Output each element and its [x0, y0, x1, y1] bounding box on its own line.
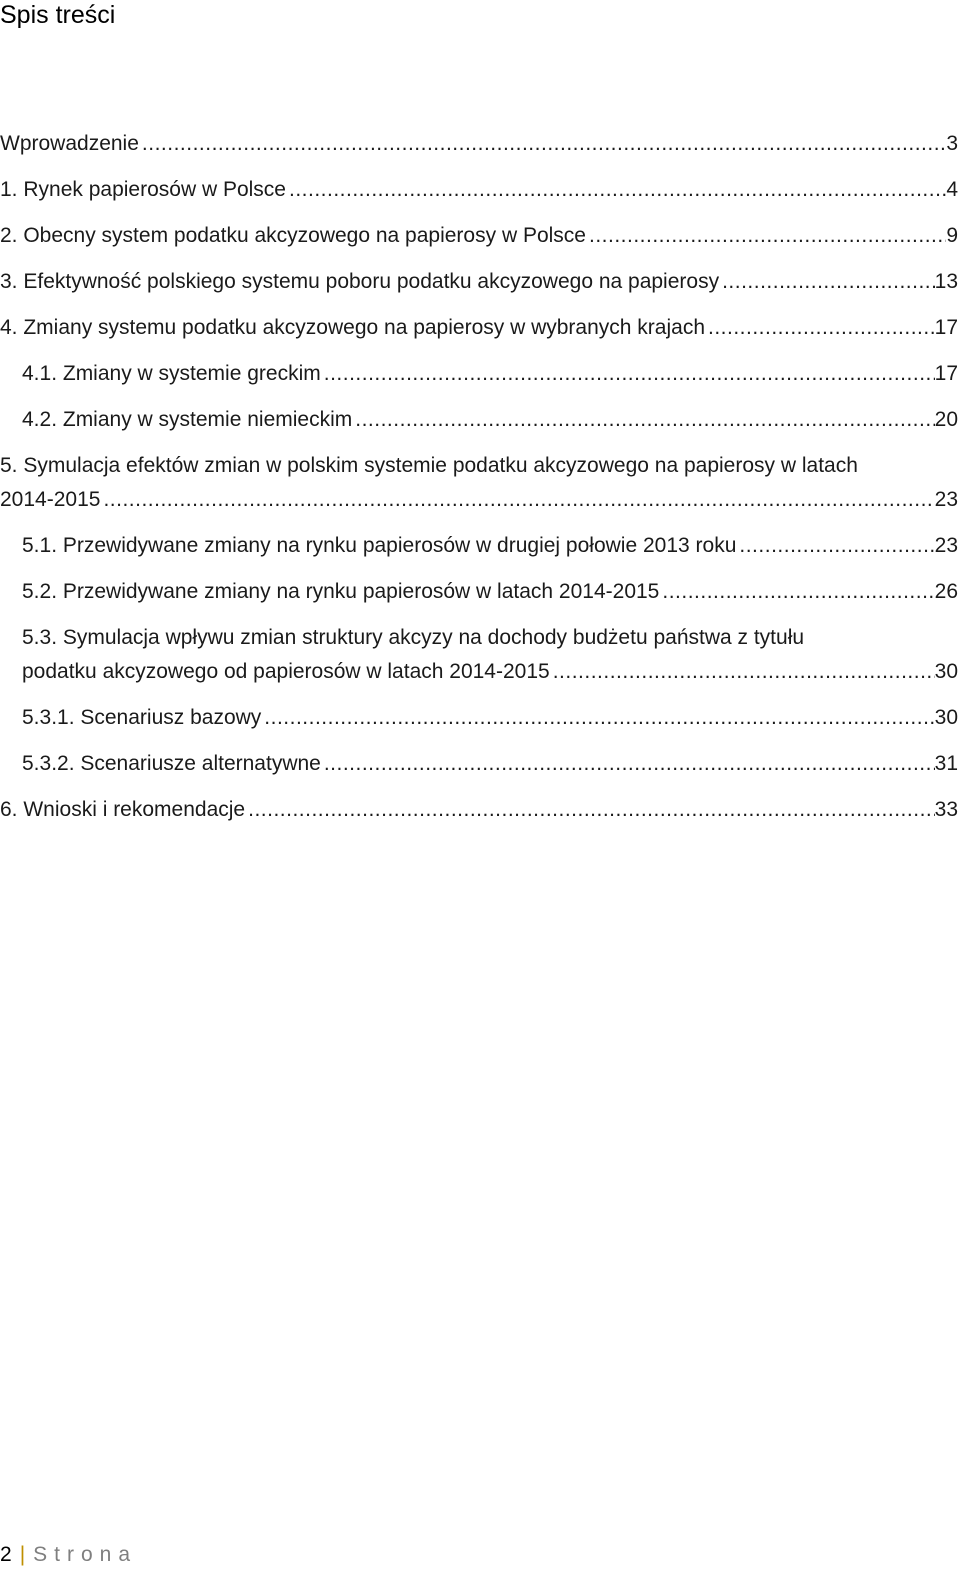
- toc-entry-5-1[interactable]: [0, 529, 960, 563]
- footer-page-word: Strona: [33, 1543, 138, 1566]
- toc-entry-page: 23: [934, 534, 958, 557]
- toc-entry-label: 5.2. Przewidywane zmiany na rynku papierosów w latach 2014-2015: [22, 580, 660, 603]
- toc-entry-introduction[interactable]: [0, 127, 960, 161]
- toc-entry-label: 2014-2015: [0, 488, 101, 511]
- dot-leader: [139, 127, 946, 161]
- page-footer: [0, 1541, 137, 1569]
- dot-leader: [286, 173, 946, 207]
- toc-entry-page: 20: [934, 408, 958, 431]
- toc-entry-page: 17: [934, 316, 958, 339]
- toc-entry-label: podatku akcyzowego od papierosów w latach 2014-2015: [22, 660, 550, 683]
- toc-entry-4-2[interactable]: [0, 403, 960, 437]
- dot-leader: [321, 747, 935, 781]
- toc-entry-label-line1: 5.3. Symulacja wpływu zmian struktury akcyzy na dochody budżetu państwa z tytułu: [22, 626, 805, 649]
- toc-entry-page: 33: [934, 798, 958, 821]
- dot-leader: [705, 311, 935, 345]
- toc-entry-page: 30: [934, 660, 958, 683]
- toc-entry-page: 26: [934, 580, 958, 603]
- dot-leader: [586, 219, 946, 253]
- toc-entry-page: 3: [946, 132, 958, 155]
- toc-entry-label: 5.3.1. Scenariusz bazowy: [22, 706, 262, 729]
- dot-leader: [736, 529, 934, 563]
- page-title: Spis treści: [0, 1, 116, 29]
- toc-entry-6[interactable]: [0, 793, 960, 827]
- toc-entry-5-3-1[interactable]: [0, 701, 960, 735]
- toc-entry-5-2[interactable]: [0, 575, 960, 609]
- toc-entry-page: 31: [934, 752, 958, 775]
- toc-entry-label: 4. Zmiany systemu podatku akcyzowego na papierosy w wybranych krajach: [0, 316, 705, 339]
- dot-leader: [321, 357, 935, 391]
- footer-page-number: 2: [0, 1543, 12, 1566]
- toc-entry-label: 5.3.2. Scenariusze alternatywne: [22, 752, 321, 775]
- dot-leader: [100, 483, 934, 517]
- toc-entry-label: 4.2. Zmiany w systemie niemieckim: [22, 408, 353, 431]
- toc-entry-page: 30: [934, 706, 958, 729]
- toc-entry-label: 3. Efektywność polskiego systemu poboru podatku akcyzowego na papierosy: [0, 270, 720, 293]
- toc-entry-3[interactable]: [0, 265, 960, 299]
- toc-entry-5[interactable]: [0, 449, 960, 517]
- toc-entry-4[interactable]: [0, 311, 960, 345]
- toc-entry-label: 6. Wnioski i rekomendacje: [0, 798, 246, 821]
- toc-entry-label: Wprowadzenie: [0, 132, 139, 155]
- toc-entry-page: 4: [946, 178, 958, 201]
- toc-entry-label-line1: 5. Symulacja efektów zmian w polskim systemie podatku akcyzowego na papierosy w latach: [0, 454, 858, 477]
- toc-entry-label: 2. Obecny system podatku akcyzowego na papierosy w Polsce: [0, 224, 586, 247]
- toc-entry-page: 23: [934, 488, 958, 511]
- dot-leader: [550, 655, 935, 689]
- dot-leader: [261, 701, 934, 735]
- footer-separator: |: [19, 1543, 26, 1566]
- dot-leader: [659, 575, 934, 609]
- toc-entry-4-1[interactable]: [0, 357, 960, 391]
- dot-leader: [719, 265, 935, 299]
- toc-entry-2[interactable]: [0, 219, 960, 253]
- toc-entry-label: 1. Rynek papierosów w Polsce: [0, 178, 286, 201]
- toc-entry-5-3-2[interactable]: [0, 747, 960, 781]
- toc-entry-1[interactable]: [0, 173, 960, 207]
- toc-entry-label: 4.1. Zmiany w systemie greckim: [22, 362, 321, 385]
- toc-entry-page: 9: [946, 224, 958, 247]
- dot-leader: [245, 793, 935, 827]
- toc-entry-page: 13: [934, 270, 958, 293]
- dot-leader: [352, 403, 934, 437]
- table-of-contents: [0, 127, 960, 827]
- toc-entry-page: 17: [934, 362, 958, 385]
- toc-entry-5-3[interactable]: [0, 621, 960, 689]
- toc-entry-label: 5.1. Przewidywane zmiany na rynku papierosów w drugiej połowie 2013 roku: [22, 534, 737, 557]
